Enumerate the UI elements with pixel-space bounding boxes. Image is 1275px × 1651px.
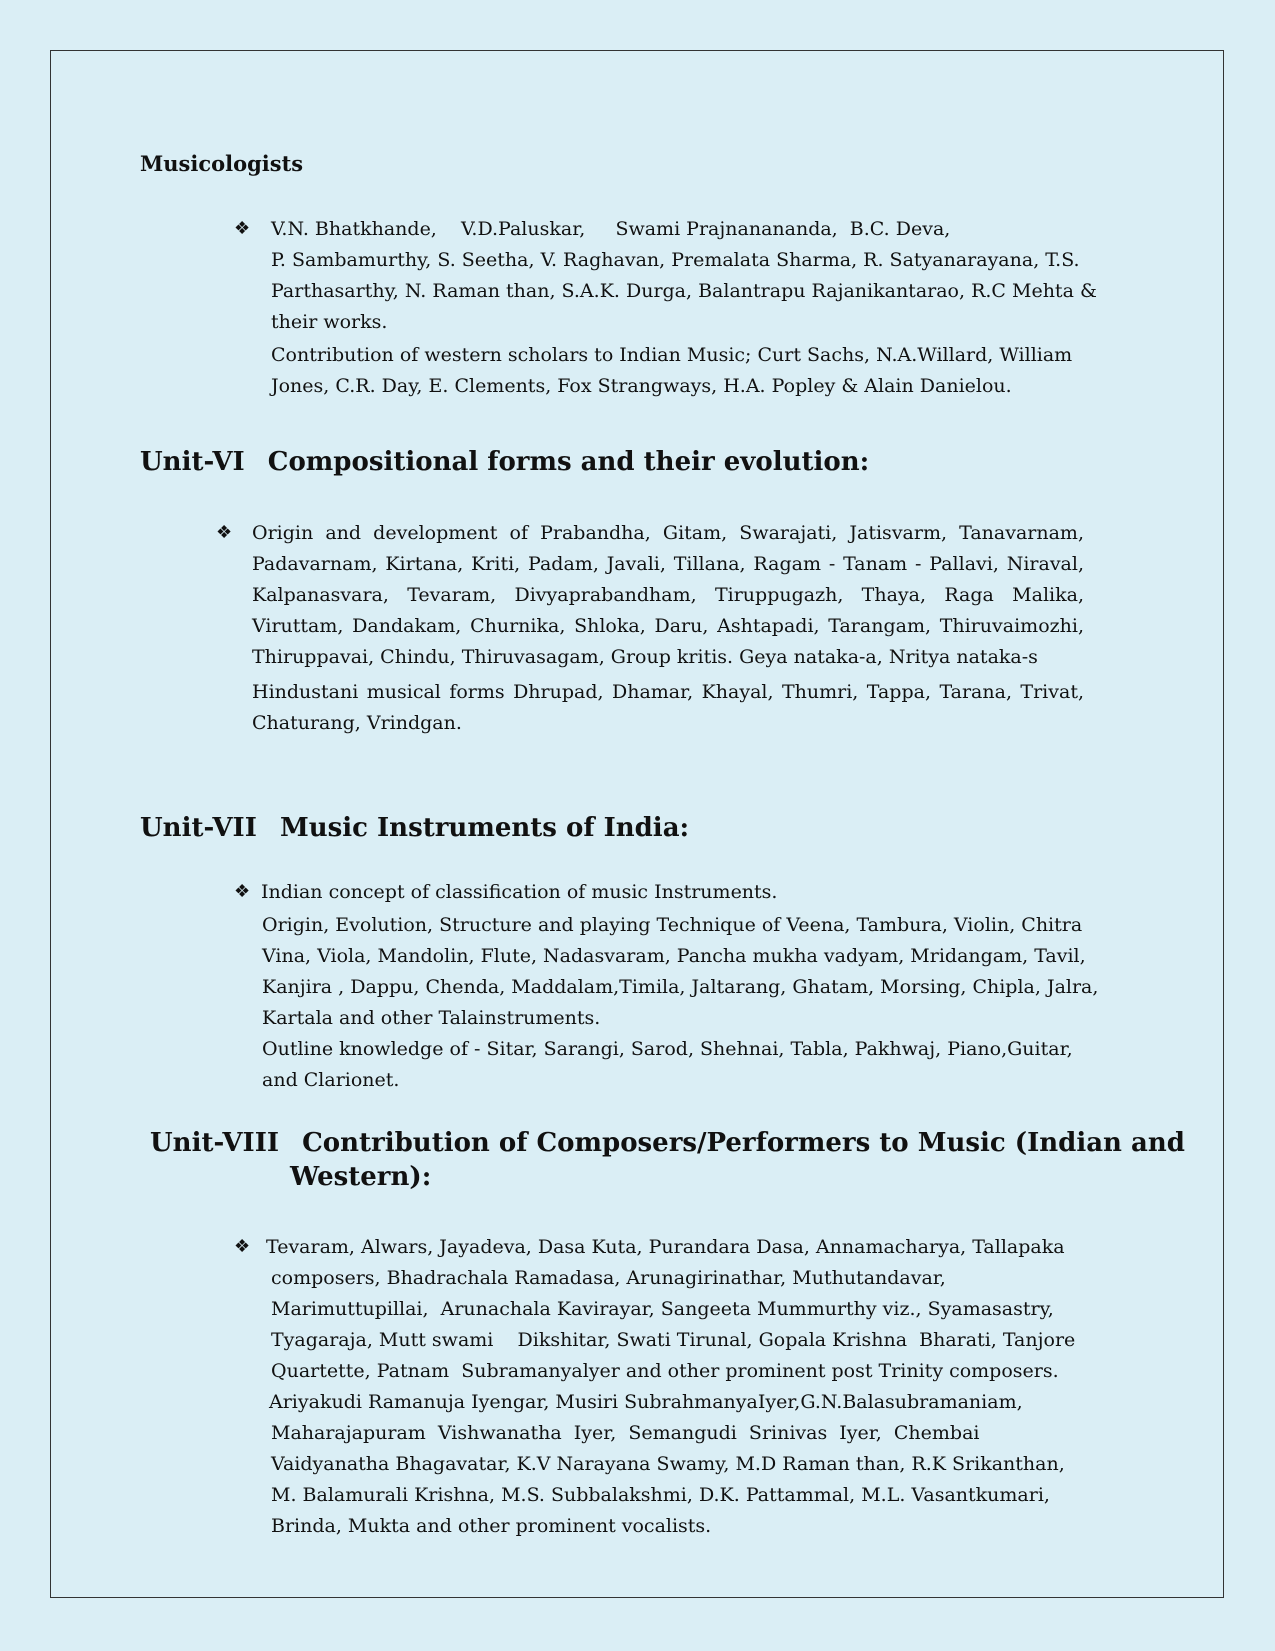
text-line: their works. [271, 311, 388, 333]
text-line: Parthasarthy, N. Raman than, S.A.K. Durga, Balantrapu Rajanikantarao, R.C Mehta & [271, 280, 1097, 302]
musicologists-heading: Musicologists [140, 151, 304, 176]
unit-6-forms-paragraph: Origin and development of Prabandha, Gitam, Swarajati, Jatisvarm, Tanavarnam, Padavarnam, Kirtana, Kriti, Padam, Javali, Tillana, Ragam - Tanam - Pallavi, Niraval, Kalpanasvara, Tevaram, Divyaprabandham, Tiruppugazh, Thaya, Raga Malika, Viruttam, Dandakam, Churnika, Shloka, Daru, Ashtapadi, Tarangam, Thiruvaimozhi, Thiruppavai, Chindu, Thiruvasagam, Group kritis. Geya nataka-a, Nritya nataka-s [252, 522, 1084, 668]
unit-7-instruments-list [262, 910, 1099, 1096]
unit-7-heading [140, 813, 689, 843]
text-line: Marimuttupillai, Arunachala Kavirayar, Sangeeta Mummurthy viz., Syamasastry, [271, 1298, 1054, 1320]
unit-8-heading-continued: Western): [290, 1162, 432, 1192]
bullet-icon: ❖ [234, 218, 251, 239]
unit-8-heading [150, 1128, 1185, 1158]
unit-label: Unit-VI [140, 447, 245, 477]
bullet-icon: ❖ [234, 881, 251, 902]
text-line: P. Sambamurthy, S. Seetha, V. Raghavan, Premalata Sharma, R. Satyanarayana, T.S. [271, 249, 1080, 271]
text-line: Vina, Viola, Mandolin, Flute, Nadasvaram, Pancha mukha vadyam, Mridangam, Tavil, [262, 945, 1086, 967]
unit-title: Music Instruments of India: [279, 813, 690, 843]
musicologists-list [271, 214, 1101, 402]
unit-7-first-line: Indian concept of classification of music Instruments. [261, 881, 778, 903]
text-line: Origin, Evolution, Structure and playing Technique of Veena, Tambura, Violin, Chitra [262, 914, 1083, 936]
text-line: Vaidyanatha Bhagavatar, K.V Narayana Swamy, M.D Raman than, R.K Srikanthan, [271, 1453, 1065, 1475]
text-line: Maharajapuram Vishwanatha Iyer, Semangudi Srinivas Iyer, Chembai [271, 1422, 980, 1444]
unit-label: Unit-VIII [150, 1128, 280, 1158]
unit-title: Compositional forms and their evolution: [267, 447, 870, 477]
text-line: Brinda, Mukta and other prominent vocalists. [271, 1515, 712, 1537]
unit-6-hindustani-paragraph: Hindustani musical forms Dhrupad, Dhamar, Khayal, Thumri, Tappa, Tarana, Trivat, Chaturang, Vrindgan. [252, 681, 1084, 734]
text-line: V.N. Bhatkhande, V.D.Paluskar, Swami Prajnanananda, B.C. Deva, [271, 218, 951, 240]
text-line: composers, Bhadrachala Ramadasa, Arunagirinathar, Muthutandavar, [271, 1267, 946, 1289]
text-line: Quartette, Patnam Subramanyalyer and other prominent post Trinity composers. [271, 1360, 1059, 1382]
unit-8-first-line: Tevaram, Alwars, Jayadeva, Dasa Kuta, Purandara Dasa, Annamacharya, Tallapaka [266, 1236, 1065, 1258]
text-line: Contribution of western scholars to Indian Music; Curt Sachs, N.A.Willard, William [271, 344, 1073, 366]
text-line: M. Balamurali Krishna, M.S. Subbalakshmi, D.K. Pattammal, M.L. Vasantkumari, [271, 1484, 1050, 1506]
unit-8-composers-list [271, 1263, 1101, 1542]
bullet-icon: ❖ [234, 1236, 251, 1257]
text-line: and Clarionet. [262, 1069, 400, 1091]
text-line: Outline knowledge of - Sitar, Sarangi, Sarod, Shehnai, Tabla, Pakhwaj, Piano,Guitar, [262, 1038, 1073, 1060]
unit-title: Contribution of Composers/Performers to Music (Indian and [302, 1128, 1185, 1158]
text-line: Ariyakudi Ramanuja Iyengar, Musiri SubrahmanyaIyer,G.N.Balasubramaniam, [269, 1391, 1023, 1413]
text-line: Kartala and other Talainstruments. [262, 1007, 601, 1029]
unit-6-heading [140, 447, 869, 477]
unit-label: Unit-VII [140, 813, 257, 843]
bullet-icon: ❖ [216, 522, 233, 543]
text-line: Kanjira , Dappu, Chenda, Maddalam,Timila, Jaltarang, Ghatam, Morsing, Chipla, Jalra, [262, 976, 1099, 998]
text-line: Jones, C.R. Day, E. Clements, Fox Strangways, H.A. Popley & Alain Danielou. [271, 375, 1012, 397]
text-line: Tyagaraja, Mutt swami Dikshitar, Swati Tirunal, Gopala Krishna Bharati, Tanjore [271, 1329, 1076, 1351]
